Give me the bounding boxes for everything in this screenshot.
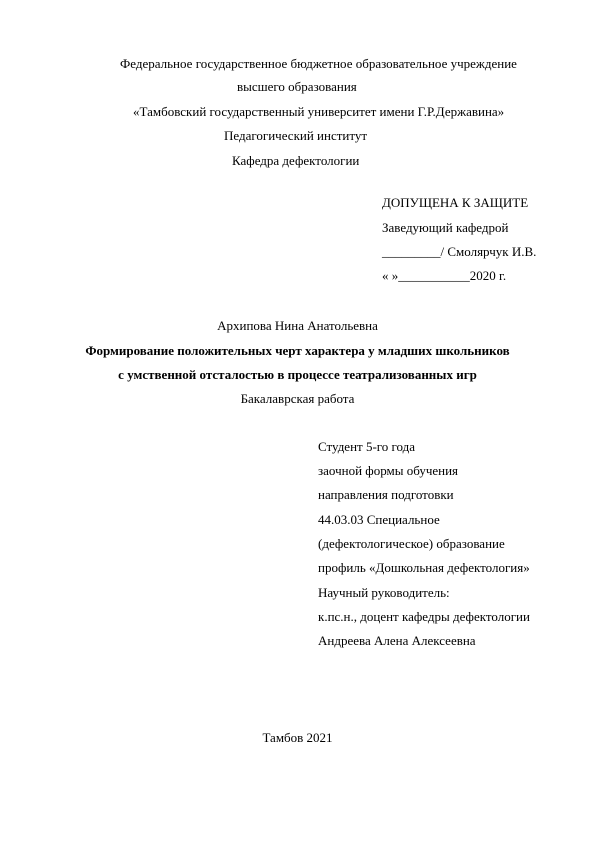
- header-line-2: высшего образования: [237, 79, 357, 94]
- supervisor-name: Андреева Алена Алексеевна: [318, 633, 476, 648]
- approval-role: Заведующий кафедрой: [382, 220, 509, 235]
- thesis-title-line-2: с умственной отсталостью в процессе театрализованных игр: [118, 367, 477, 382]
- student-info-line: (дефектологическое) образование: [318, 536, 505, 551]
- thesis-type: Бакалаврская работа: [240, 391, 355, 406]
- approval-date: « »___________2020 г.: [382, 268, 507, 283]
- approval-title: ДОПУЩЕНА К ЗАЩИТЕ: [382, 195, 529, 210]
- student-info-line: профиль «Дошкольная дефектология»: [318, 560, 530, 575]
- student-info-line: направления подготовки: [318, 487, 454, 502]
- student-info-line: Студент 5-го года: [318, 439, 416, 454]
- thesis-title-line-1: Формирование положительных черт характера у младших школьников: [85, 343, 510, 358]
- supervisor-title: к.пс.н., доцент кафедры дефектологии: [318, 609, 530, 624]
- approval-signature: _________/ Смолярчук И.В.: [382, 244, 537, 259]
- header-line-1: Федеральное государственное бюджетное образовательное учреждение: [120, 56, 517, 71]
- author-name: Архипова Нина Анатольевна: [217, 318, 378, 333]
- supervisor-label: Научный руководитель:: [318, 585, 450, 600]
- student-info-line: заочной формы обучения: [318, 463, 459, 478]
- student-info-line: 44.03.03 Специальное: [318, 512, 440, 527]
- institute-name: Педагогический институт: [224, 128, 368, 143]
- department-name: Кафедра дефектологии: [232, 153, 360, 168]
- city-year: Тамбов 2021: [262, 730, 333, 745]
- header-line-3: «Тамбовский государственный университет имени Г.Р.Державина»: [133, 104, 505, 119]
